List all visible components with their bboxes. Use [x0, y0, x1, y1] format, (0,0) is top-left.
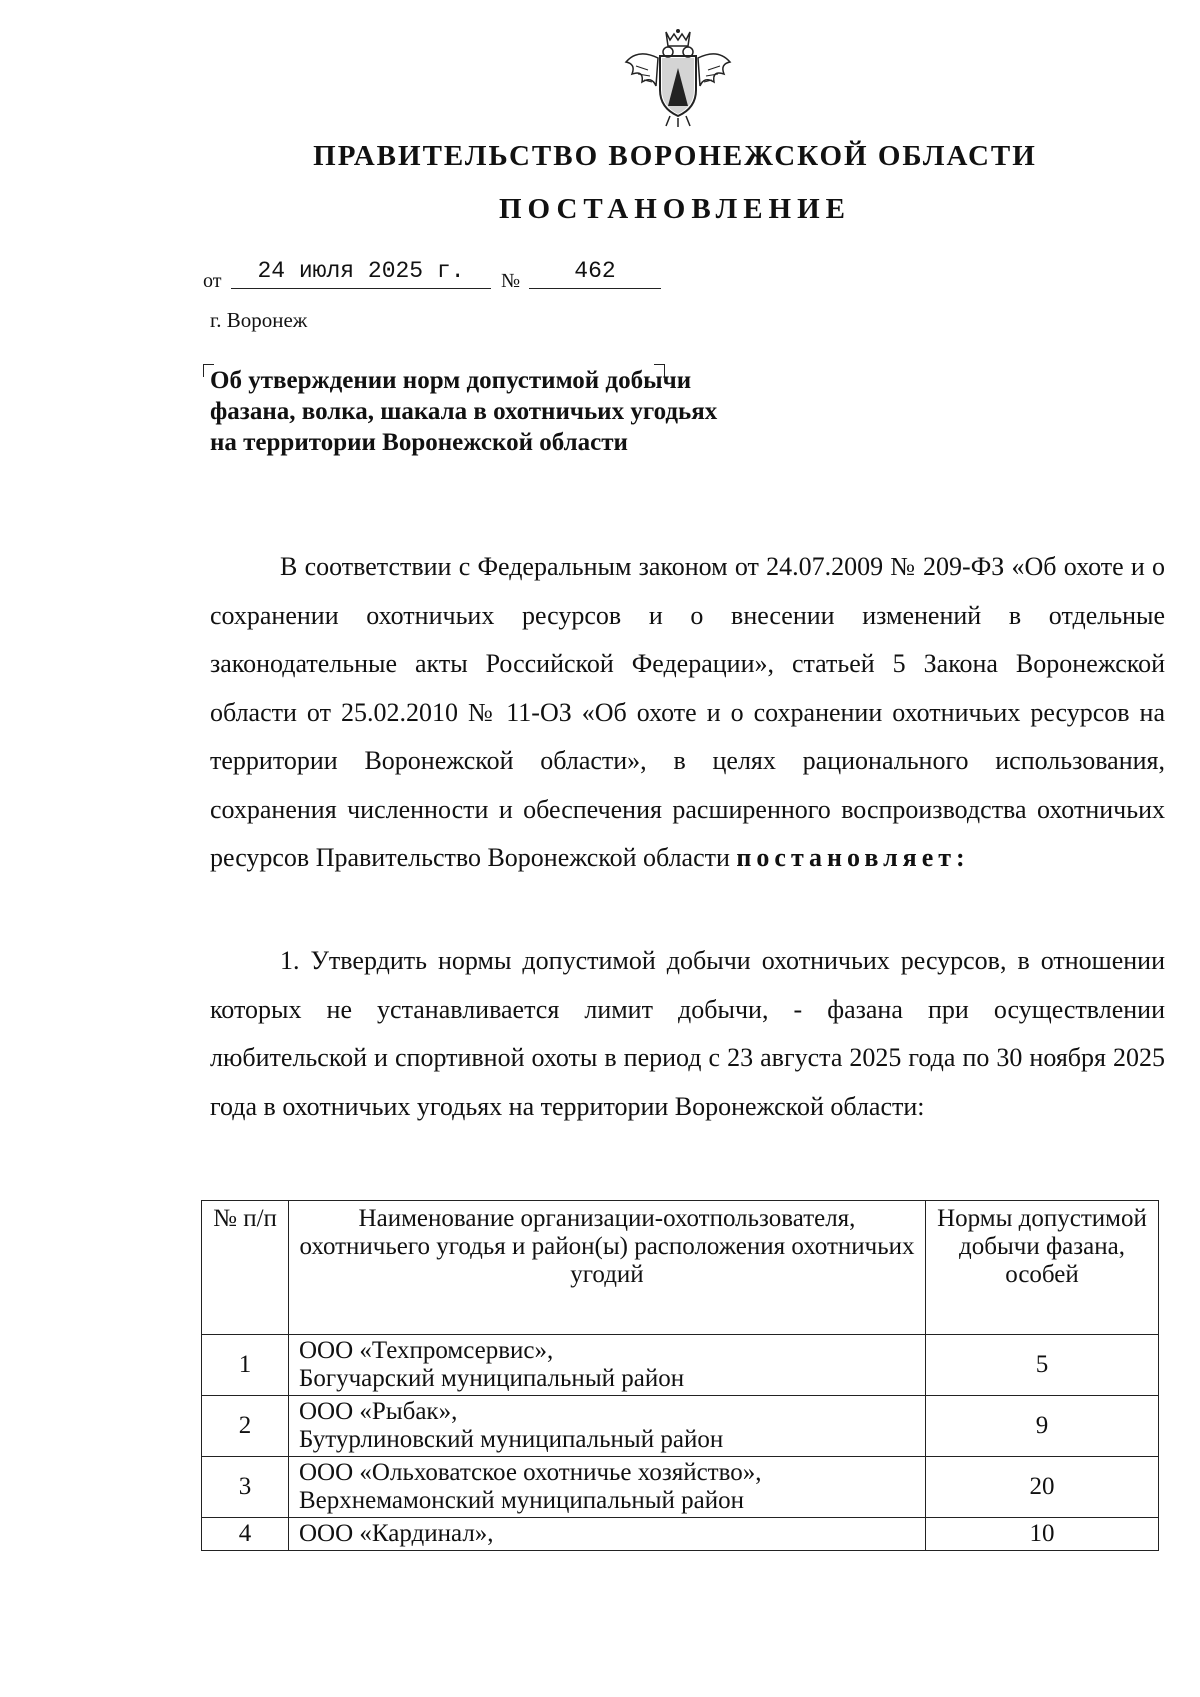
date-prefix: от	[203, 270, 222, 292]
row-name	[289, 1396, 926, 1457]
row-name	[289, 1518, 926, 1551]
row-num: 1	[202, 1335, 289, 1396]
number-sign: №	[501, 270, 521, 292]
preamble-text: В соответствии с Федеральным законом от 24.07.2009 № 209-ФЗ «Об охоте и о сохранении охотничьих ресурсов и о внесении изменений в отдельные законодательные акты Российской Федерации», статьей 5 Закона Воронежской области от 25.02.2010 № 11-ОЗ «Об охоте и о сохранении охотничьих ресурсов на территории Воронежской области», в целях рационального использования, сохранения численности и обеспечения расширенного воспроизводства охотничьих ресурсов Правительство Воронежской области	[210, 552, 1165, 872]
row-name	[289, 1335, 926, 1396]
table-row	[202, 1335, 1159, 1396]
coat-of-arms-icon	[618, 28, 738, 128]
government-title: ПРАВИТЕЛЬСТВО ВОРОНЕЖСКОЙ ОБЛАСТИ	[313, 140, 1037, 172]
row-norm: 5	[926, 1335, 1159, 1396]
clause-1-text: 1. Утвердить нормы допустимой добычи охотничьих ресурсов, в отношении которых не устанавливается лимит добычи, - фазана при осуществлении любительской и спортивной охоты в период с 23 августа 2025 года по 30 ноября 2025 года в охотничьих угодьях на территории Воронежской области:	[210, 946, 1165, 1121]
row-num: 2	[202, 1396, 289, 1457]
header-name: Наименование организации-охотпользователя, охотничьего угодья и район(ы) расположения охотничьих угодий	[289, 1201, 926, 1335]
document-number: 462	[529, 258, 661, 289]
table-row	[202, 1396, 1159, 1457]
header-num: № п/п	[202, 1201, 289, 1335]
norms-table-wrapper	[201, 1200, 1159, 1551]
header-norm: Нормы допустимой добычи фазана, особей	[926, 1201, 1159, 1335]
document-subject: Об утверждении норм допустимой добычи фазана, волка, шакала в охотничьих угодьях на территории Воронежской области	[210, 367, 718, 456]
row-name	[289, 1457, 926, 1518]
resolves-word: постановляет:	[736, 843, 970, 872]
row-district: Бутурлиновский муниципальный район	[299, 1426, 724, 1453]
row-org: ООО «Ольховатское охотничье хозяйство»,	[299, 1459, 762, 1486]
table-header-row	[202, 1201, 1159, 1335]
row-num: 3	[202, 1457, 289, 1518]
document-date: 24 июля 2025 г.	[231, 258, 491, 289]
table-row	[202, 1457, 1159, 1518]
row-org: ООО «Техпромсервис»,	[299, 1337, 554, 1364]
row-org: ООО «Рыбак»,	[299, 1398, 458, 1425]
row-org: ООО «Кардинал»,	[299, 1520, 494, 1547]
city: г. Воронеж	[210, 308, 308, 332]
row-norm: 20	[926, 1457, 1159, 1518]
document-type: ПОСТАНОВЛЕНИЕ	[498, 193, 851, 225]
row-district: Богучарский муниципальный район	[299, 1365, 685, 1392]
table-row	[202, 1518, 1159, 1551]
preamble-paragraph	[210, 543, 1165, 883]
row-num: 4	[202, 1518, 289, 1551]
row-norm: 10	[926, 1518, 1159, 1551]
norms-table	[201, 1200, 1159, 1551]
row-district: Верхнемамонский муниципальный район	[299, 1487, 745, 1514]
row-norm: 9	[926, 1396, 1159, 1457]
clause-1-paragraph	[210, 937, 1165, 1131]
